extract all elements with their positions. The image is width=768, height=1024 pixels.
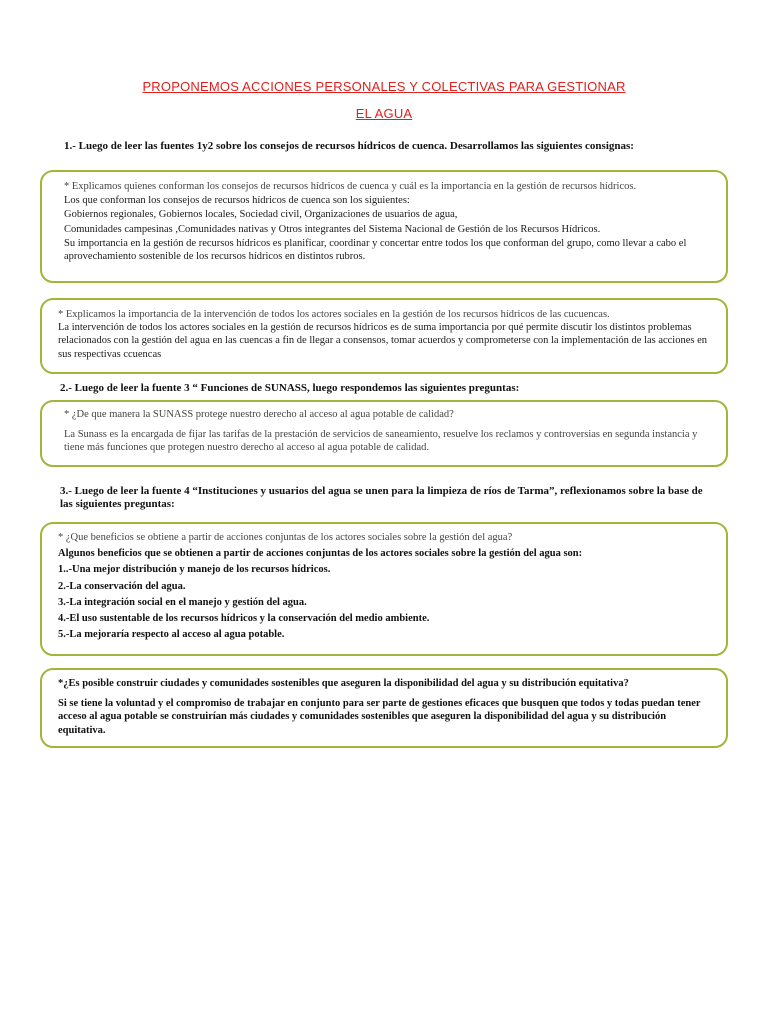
section2-heading: 2.- Luego de leer la fuente 3 “ Funciones de SUNASS, luego respondemos las siguientes preguntas: xyxy=(60,382,520,394)
box4-question: * ¿Que beneficios se obtiene a partir de acciones conjuntas de los actores sociales sobre la gestión del agua? xyxy=(58,532,513,543)
box1-intro: Los que conforman los consejos de recursos hídricos de cuenca son los siguientes: xyxy=(64,195,410,207)
list-item: 1..-Una mejor distribución y manejo de los recursos hídricos. xyxy=(58,564,331,576)
box1-members-line2: Comunidades campesinas ,Comunidades nativas y Otros integrantes del Sistema Nacional de Gestión de los Recursos Hídricos. xyxy=(64,223,601,235)
section3-heading: 3.- Luego de leer la fuente 4 “Instituciones y usuarios del agua se unen para la limpieza de ríos de Tarma”, reflexionamos sobre la base de las siguientes preguntas: xyxy=(60,485,703,510)
box5-answer: Si se tiene la voluntad y el compromiso de trabajar en conjunto para ser parte de gestiones eficaces que busquen que todos y todas puedan tener acceso al agua potable se construirían más ciudades y comunidades sostenibles que aseguren la disponibilidad del agua y su distribución equitativa. xyxy=(58,698,701,736)
answer-box-beneficios xyxy=(40,522,728,656)
answer-box-sunass xyxy=(40,400,728,467)
list-item: 3.-La integración social en el manejo y gestión del agua. xyxy=(58,596,307,608)
list-item: 5.-La mejoraría respecto al acceso al agua potable. xyxy=(58,629,285,641)
box1-members-line1: Gobiernos regionales, Gobiernos locales, Sociedad civil, Organizaciones de usuarios de agua, xyxy=(64,209,458,221)
list-item: 2.-La conservación del agua. xyxy=(58,580,186,592)
section1-heading: 1.- Luego de leer las fuentes 1y2 sobre los consejos de recursos hídricos de cuenca. Desarrollamos las siguientes consignas: xyxy=(64,140,634,152)
box4-intro: Algunos beneficios que se obtienen a partir de acciones conjuntas de los actores sociales sobre la gestión del agua son: xyxy=(58,548,583,560)
box3-answer: La Sunass es la encargada de fijar las tarifas de la prestación de servicios de saneamiento, resuelve los reclamos y controversias en segunda instancia y tiene más funciones que protegen nuestro derecho al acceso al agua potable de calidad. xyxy=(64,429,698,454)
box2-answer: La intervención de todos los actores sociales en la gestión de recursos hídricos es de suma importancia por qué permite discutir los distintos problemas relacionados con la gestión del agua en las cuencas a fin de llegar a consensos, tomar acuerdos y comprometerse con la implementación de las acciones en sus respectivas ccuencas xyxy=(58,322,707,360)
page-title: PROPONEMOS ACCIONES PERSONALES Y COLECTIVAS PARA GESTIONAR xyxy=(142,79,626,94)
box5-question: *¿Es posible construir ciudades y comunidades sostenibles que aseguren la disponibilidad del agua y su distribución equitativa? xyxy=(58,678,629,689)
box2-question: * Explicamos la importancia de la intervención de todos los actores sociales en la gestión de los recursos hídricos de las cucuencas. xyxy=(58,309,610,320)
page-title-line2: EL AGUA xyxy=(355,106,413,121)
box1-question: * Explicamos quienes conforman los consejos de recursos hídricos de cuenca y cuál es la importancia en la gestión de recursos hídricos. xyxy=(64,181,637,192)
box3-question: * ¿De que manera la SUNASS protege nuestro derecho al acceso al agua potable de calidad? xyxy=(64,409,454,420)
answer-box-consejos xyxy=(40,170,728,283)
answer-box-actores xyxy=(40,298,728,374)
list-item: 4.-El uso sustentable de los recursos hídricos y la conservación del medio ambiente. xyxy=(58,613,430,625)
box1-importance: Su importancia en la gestión de recursos hídricos es planificar, coordinar y concertar entre todos los que conforman del grupo, como llevar a cabo el aprovechamiento sostenible de los recursos hídricos en distintos rubros. xyxy=(64,237,687,263)
answer-box-ciudades xyxy=(40,668,728,748)
